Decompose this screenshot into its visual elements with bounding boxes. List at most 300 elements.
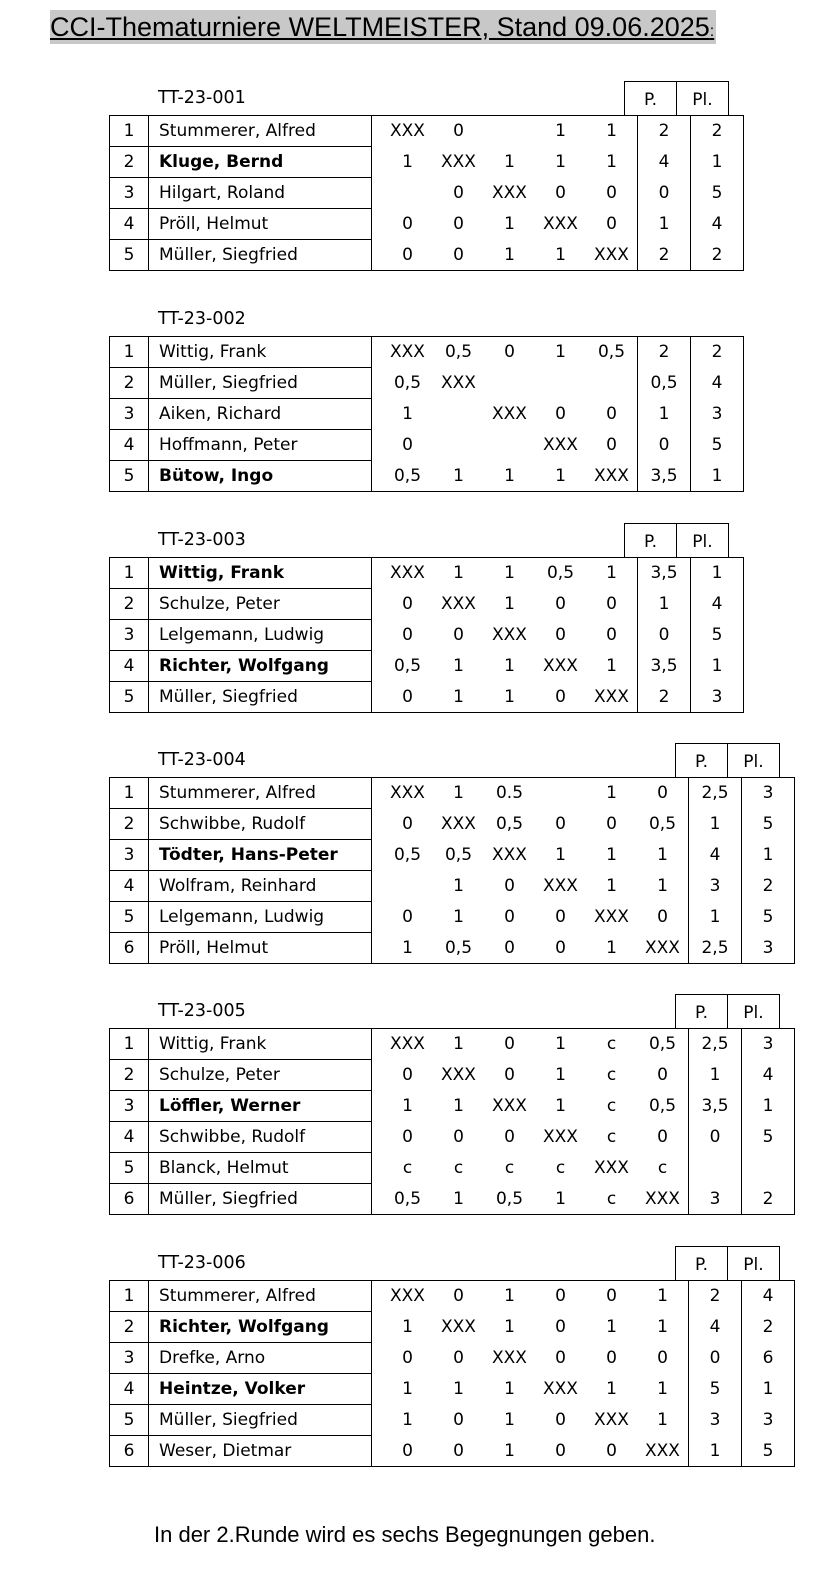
score-cell: 0,5 — [433, 933, 484, 964]
score-cell — [484, 368, 535, 399]
place-cell: 6 — [742, 1343, 795, 1374]
score-cell: 1 — [606, 845, 617, 865]
table-row — [110, 682, 744, 713]
score-cell: 0,5 — [393, 845, 422, 865]
place-cell: 2 — [691, 240, 744, 271]
score-cell: XXX — [594, 1158, 629, 1178]
place-cell: 5 — [742, 1122, 795, 1153]
place-header: Pl. — [727, 1246, 780, 1280]
points-cell: 1 — [638, 209, 691, 240]
player-name: Weser, Dietmar — [149, 1436, 372, 1467]
score-cell: XXX — [543, 435, 578, 455]
place-cell: 2 — [742, 1184, 795, 1215]
table-row — [110, 1153, 795, 1184]
score-cell: 1 — [453, 907, 464, 927]
spacer-cell — [372, 809, 383, 840]
score-cell — [586, 368, 638, 399]
place-cell: 1 — [691, 651, 744, 682]
table-row — [110, 1060, 795, 1091]
score-cell: 1 — [535, 240, 586, 271]
player-number: 2 — [110, 809, 149, 840]
score-cell: 1 — [504, 656, 515, 676]
score-cell: 0 — [453, 1348, 464, 1368]
score-cell: XXX — [637, 933, 689, 964]
place-cell: 5 — [742, 1436, 795, 1467]
score-cell: 1 — [402, 1410, 413, 1430]
spacer-cell — [372, 1184, 383, 1215]
table-row — [110, 1122, 795, 1153]
place-cell: 1 — [742, 840, 795, 871]
score-cell: 1 — [657, 1379, 668, 1399]
player-number: 3 — [110, 620, 149, 651]
score-cell: XXX — [492, 183, 527, 203]
points-cell: 2,5 — [689, 1029, 742, 1060]
score-cell: 0,5 — [444, 845, 473, 865]
points-cell: 2 — [638, 240, 691, 271]
spacer-cell — [372, 1122, 383, 1153]
place-cell: 1 — [691, 558, 744, 589]
score-cell: 0,5 — [648, 814, 677, 834]
player-number: 4 — [110, 1122, 149, 1153]
spacer-cell — [372, 558, 383, 589]
table-row — [110, 589, 744, 620]
score-cell: 1 — [433, 558, 484, 589]
table-row — [110, 1374, 795, 1405]
spacer-cell — [372, 1436, 383, 1467]
points-cell: 3 — [689, 871, 742, 902]
points-cell: 2 — [638, 682, 691, 713]
player-number: 2 — [110, 368, 149, 399]
player-number: 3 — [110, 1091, 149, 1122]
score-cell: 0 — [433, 116, 484, 147]
score-cell: 1 — [484, 1281, 535, 1312]
player-name: Müller, Siegfried — [149, 1184, 372, 1215]
place-cell: 4 — [691, 209, 744, 240]
place-cell: 5 — [691, 430, 744, 461]
score-cell: 0,5 — [495, 814, 524, 834]
score-cell: c — [504, 1158, 515, 1178]
table-row — [110, 1281, 795, 1312]
tournament-code: TT-23-002 — [158, 309, 246, 329]
player-number: 1 — [110, 558, 149, 589]
points-cell: 0 — [689, 1343, 742, 1374]
points-header: P. — [675, 1246, 728, 1280]
score-cell: XXX — [441, 373, 476, 393]
player-number: 5 — [110, 1153, 149, 1184]
spacer-cell — [372, 1343, 383, 1374]
score-cell: 1 — [433, 1029, 484, 1060]
score-cell: 1 — [433, 682, 484, 713]
points-cell: 4 — [689, 1312, 742, 1343]
score-cell: XXX — [637, 1184, 689, 1215]
score-cell: XXX — [382, 337, 433, 368]
score-cell: c — [586, 1029, 637, 1060]
score-cell: 0 — [555, 183, 566, 203]
player-name: Hoffmann, Peter — [149, 430, 372, 461]
score-cell: 0,5 — [382, 461, 433, 492]
score-cell: 1 — [555, 1096, 566, 1116]
score-cell: 1 — [453, 876, 464, 896]
player-name: Wittig, Frank — [149, 1029, 372, 1060]
place-cell: 4 — [742, 1281, 795, 1312]
score-cell: XXX — [594, 1410, 629, 1430]
points-cell: 3 — [689, 1184, 742, 1215]
table-row — [110, 778, 795, 809]
points-header: P. — [675, 994, 728, 1028]
player-number: 6 — [110, 1184, 149, 1215]
score-cell: 0 — [453, 1127, 464, 1147]
place-cell: 4 — [742, 1060, 795, 1091]
points-cell: 3 — [689, 1405, 742, 1436]
score-cell: XXX — [586, 461, 638, 492]
score-cell: c — [606, 1096, 617, 1116]
table-row — [110, 209, 744, 240]
place-cell: 4 — [691, 589, 744, 620]
score-cell: 1 — [504, 594, 515, 614]
score-cell: XXX — [543, 1127, 578, 1147]
score-cell: 1 — [555, 845, 566, 865]
points-cell: 0 — [689, 1122, 742, 1153]
table-row — [110, 337, 744, 368]
player-name: Kluge, Bernd — [149, 147, 372, 178]
score-cell: 1 — [606, 1379, 617, 1399]
score-cell: c — [657, 1158, 668, 1178]
score-cell: XXX — [441, 152, 476, 172]
player-name: Wolfram, Reinhard — [149, 871, 372, 902]
player-name: Müller, Siegfried — [149, 368, 372, 399]
player-name: Müller, Siegfried — [149, 1405, 372, 1436]
score-cell: XXX — [382, 1281, 433, 1312]
score-cell: 1 — [453, 656, 464, 676]
place-cell: 1 — [691, 147, 744, 178]
place-header: Pl. — [676, 81, 729, 115]
table-row — [110, 902, 795, 933]
score-cell: c — [555, 1158, 566, 1178]
score-cell: 0 — [606, 214, 617, 234]
table-row — [110, 1184, 795, 1215]
spacer-cell — [372, 368, 383, 399]
score-cell: 1 — [657, 1410, 668, 1430]
score-cell — [535, 778, 586, 809]
score-cell: 0 — [402, 625, 413, 645]
score-cell: 0,5 — [586, 337, 638, 368]
score-cell: XXX — [441, 814, 476, 834]
table-row — [110, 116, 744, 147]
score-cell: 0 — [504, 1127, 515, 1147]
place-header: Pl. — [727, 743, 780, 777]
score-cell: 0 — [453, 214, 464, 234]
player-number: 4 — [110, 209, 149, 240]
points-cell: 3,5 — [689, 1091, 742, 1122]
player-name: Lelgemann, Ludwig — [149, 902, 372, 933]
table-row — [110, 840, 795, 871]
player-name: Müller, Siegfried — [149, 682, 372, 713]
score-cell: 1 — [484, 682, 535, 713]
score-cell: XXX — [492, 845, 527, 865]
player-number: 4 — [110, 651, 149, 682]
table-row — [110, 1312, 795, 1343]
score-cell: 1 — [657, 1317, 668, 1337]
place-cell: 5 — [742, 809, 795, 840]
spacer-cell — [372, 682, 383, 713]
place-cell: 1 — [691, 461, 744, 492]
points-cell: 1 — [689, 809, 742, 840]
score-cell: 0 — [484, 933, 535, 964]
table-row — [110, 1091, 795, 1122]
score-cell: 0 — [555, 404, 566, 424]
score-cell: 1 — [586, 778, 637, 809]
score-cell: 0.5 — [484, 778, 535, 809]
points-cell: 0,5 — [638, 368, 691, 399]
results-table — [109, 777, 795, 964]
place-cell: 3 — [742, 933, 795, 964]
table-row — [110, 809, 795, 840]
score-cell: 1 — [637, 1281, 689, 1312]
spacer-cell — [372, 1153, 383, 1184]
player-number: 2 — [110, 147, 149, 178]
score-cell — [484, 430, 535, 461]
score-cell: 0 — [535, 933, 586, 964]
spacer-cell — [372, 1281, 383, 1312]
player-name: Stummerer, Alfred — [149, 778, 372, 809]
results-table — [109, 1028, 795, 1215]
spacer-cell — [372, 116, 383, 147]
place-cell: 2 — [742, 871, 795, 902]
score-cell: 0,5 — [648, 1096, 677, 1116]
footer-note: In der 2.Runde wird es sechs Begegnungen geben. — [154, 1522, 656, 1547]
score-cell: 0 — [555, 907, 566, 927]
points-cell: 2,5 — [689, 778, 742, 809]
score-cell: 0,5 — [535, 558, 586, 589]
player-number: 5 — [110, 1405, 149, 1436]
place-cell: 2 — [691, 337, 744, 368]
player-number: 4 — [110, 871, 149, 902]
score-cell: 0 — [453, 1410, 464, 1430]
score-cell: XXX — [382, 778, 433, 809]
score-cell: 1 — [382, 933, 433, 964]
place-cell: 5 — [742, 902, 795, 933]
place-cell: 5 — [691, 620, 744, 651]
score-cell: 0 — [555, 1410, 566, 1430]
player-number: 3 — [110, 840, 149, 871]
table-row — [110, 1405, 795, 1436]
score-cell: 0 — [433, 1281, 484, 1312]
score-cell: 1 — [402, 404, 413, 424]
table-row — [110, 178, 744, 209]
score-cell: 0 — [402, 1065, 413, 1085]
score-cell: 1 — [453, 1379, 464, 1399]
place-cell: 4 — [691, 368, 744, 399]
points-cell: 1 — [689, 1060, 742, 1091]
table-row — [110, 368, 744, 399]
score-cell: 0 — [402, 594, 413, 614]
table-row — [110, 1436, 795, 1467]
spacer-cell — [372, 1091, 383, 1122]
score-cell: c — [402, 1158, 413, 1178]
score-cell: 0 — [555, 625, 566, 645]
tournament-code: TT-23-004 — [158, 750, 246, 770]
score-cell: 1 — [535, 1184, 586, 1215]
score-cell: 0 — [606, 404, 617, 424]
points-cell: 4 — [689, 840, 742, 871]
table-row — [110, 558, 744, 589]
score-cell: 1 — [402, 1379, 413, 1399]
player-number: 4 — [110, 1374, 149, 1405]
table-row — [110, 1029, 795, 1060]
score-cell — [382, 178, 433, 209]
score-cell: 1 — [504, 152, 515, 172]
score-cell: 0 — [402, 1127, 413, 1147]
score-cell: 1 — [606, 876, 617, 896]
place-cell: 5 — [691, 178, 744, 209]
player-name: Wittig, Frank — [149, 558, 372, 589]
player-name: Schwibbe, Rudolf — [149, 809, 372, 840]
place-cell: 3 — [691, 399, 744, 430]
points-header: P. — [624, 523, 677, 557]
score-cell: 0 — [606, 435, 617, 455]
points-cell: 2 — [689, 1281, 742, 1312]
points-cell: 0 — [638, 430, 691, 461]
score-cell: 0 — [606, 1348, 617, 1368]
score-cell: 0 — [535, 1281, 586, 1312]
table-row — [110, 651, 744, 682]
score-cell: 0 — [606, 594, 617, 614]
spacer-cell — [372, 902, 383, 933]
score-cell: 1 — [484, 461, 535, 492]
score-cell: 0 — [637, 778, 689, 809]
place-cell: 1 — [742, 1374, 795, 1405]
score-cell: 0 — [555, 594, 566, 614]
score-cell: 0 — [402, 435, 413, 455]
score-cell — [535, 368, 586, 399]
score-cell — [484, 116, 535, 147]
points-cell: 2,5 — [689, 933, 742, 964]
score-cell: 1 — [606, 152, 617, 172]
score-cell: 0 — [433, 1436, 484, 1467]
points-cell: 3,5 — [638, 461, 691, 492]
player-number: 5 — [110, 240, 149, 271]
score-cell: 1 — [606, 1317, 617, 1337]
score-cell: 1 — [402, 152, 413, 172]
player-name: Lelgemann, Ludwig — [149, 620, 372, 651]
player-number: 6 — [110, 1436, 149, 1467]
score-cell: 1 — [504, 1379, 515, 1399]
score-cell: 0,5 — [393, 656, 422, 676]
spacer-cell — [372, 147, 383, 178]
table-row — [110, 620, 744, 651]
score-cell: 0 — [504, 1065, 515, 1085]
results-table — [109, 336, 744, 492]
tournament-code: TT-23-006 — [158, 1253, 246, 1273]
score-cell: 0 — [504, 876, 515, 896]
score-cell: 1 — [657, 845, 668, 865]
spacer-cell — [372, 209, 383, 240]
player-number: 3 — [110, 1343, 149, 1374]
place-cell: 1 — [742, 1091, 795, 1122]
player-name: Stummerer, Alfred — [149, 116, 372, 147]
spacer-cell — [372, 620, 383, 651]
points-header: P. — [624, 81, 677, 115]
score-cell: 0,5 — [484, 1184, 535, 1215]
points-cell: 0 — [638, 178, 691, 209]
score-cell: 0 — [657, 907, 668, 927]
place-cell: 2 — [742, 1312, 795, 1343]
score-cell — [382, 871, 433, 902]
player-number: 1 — [110, 1029, 149, 1060]
score-cell: 1 — [586, 558, 638, 589]
score-cell: 1 — [535, 116, 586, 147]
score-cell: 0 — [555, 1348, 566, 1368]
score-cell: 0,5 — [433, 337, 484, 368]
player-name: Löffler, Werner — [149, 1091, 372, 1122]
spacer-cell — [372, 399, 383, 430]
player-name: Blanck, Helmut — [149, 1153, 372, 1184]
score-cell: c — [453, 1158, 464, 1178]
score-cell: 0,5 — [637, 1029, 689, 1060]
score-cell: 0 — [504, 907, 515, 927]
score-cell: XXX — [637, 1436, 689, 1467]
score-cell: 0,5 — [393, 373, 422, 393]
spacer-cell — [372, 651, 383, 682]
place-header: Pl. — [727, 994, 780, 1028]
tournament-code: TT-23-003 — [158, 530, 246, 550]
title-text: CCI-Thematurniere WELTMEISTER, Stand 09.06.2025 — [50, 12, 710, 42]
score-cell: 1 — [402, 1096, 413, 1116]
spacer-cell — [372, 589, 383, 620]
spacer-cell — [372, 1029, 383, 1060]
player-name: Tödter, Hans-Peter — [149, 840, 372, 871]
score-cell: 0 — [606, 625, 617, 645]
spacer-cell — [372, 461, 383, 492]
player-number: 1 — [110, 1281, 149, 1312]
score-cell: 1 — [606, 656, 617, 676]
player-number: 2 — [110, 1312, 149, 1343]
score-cell: 1 — [433, 1184, 484, 1215]
points-cell: 5 — [689, 1374, 742, 1405]
table-row — [110, 1343, 795, 1374]
table-row — [110, 461, 744, 492]
player-name: Stummerer, Alfred — [149, 1281, 372, 1312]
score-cell: c — [586, 1184, 637, 1215]
score-cell: 0 — [402, 814, 413, 834]
score-cell: XXX — [594, 907, 629, 927]
score-cell: 0 — [453, 625, 464, 645]
results-table — [109, 1280, 795, 1467]
score-cell: 1 — [433, 461, 484, 492]
score-cell: 0 — [657, 1348, 668, 1368]
spacer-cell — [372, 778, 383, 809]
score-cell: 0 — [484, 1029, 535, 1060]
spacer-cell — [372, 1060, 383, 1091]
score-cell: XXX — [543, 214, 578, 234]
score-cell: 0 — [535, 1436, 586, 1467]
score-cell: 0 — [555, 1317, 566, 1337]
score-cell: 1 — [433, 778, 484, 809]
points-header: P. — [675, 743, 728, 777]
score-cell: c — [606, 1065, 617, 1085]
score-cell: XXX — [492, 1096, 527, 1116]
player-name: Heintze, Volker — [149, 1374, 372, 1405]
table-row — [110, 871, 795, 902]
player-number: 3 — [110, 178, 149, 209]
score-cell: 0 — [657, 1127, 668, 1147]
score-cell: 0 — [586, 1281, 637, 1312]
score-cell — [433, 430, 484, 461]
score-cell: 1 — [504, 1317, 515, 1337]
score-cell: XXX — [586, 240, 638, 271]
player-number: 5 — [110, 682, 149, 713]
score-cell: XXX — [382, 558, 433, 589]
